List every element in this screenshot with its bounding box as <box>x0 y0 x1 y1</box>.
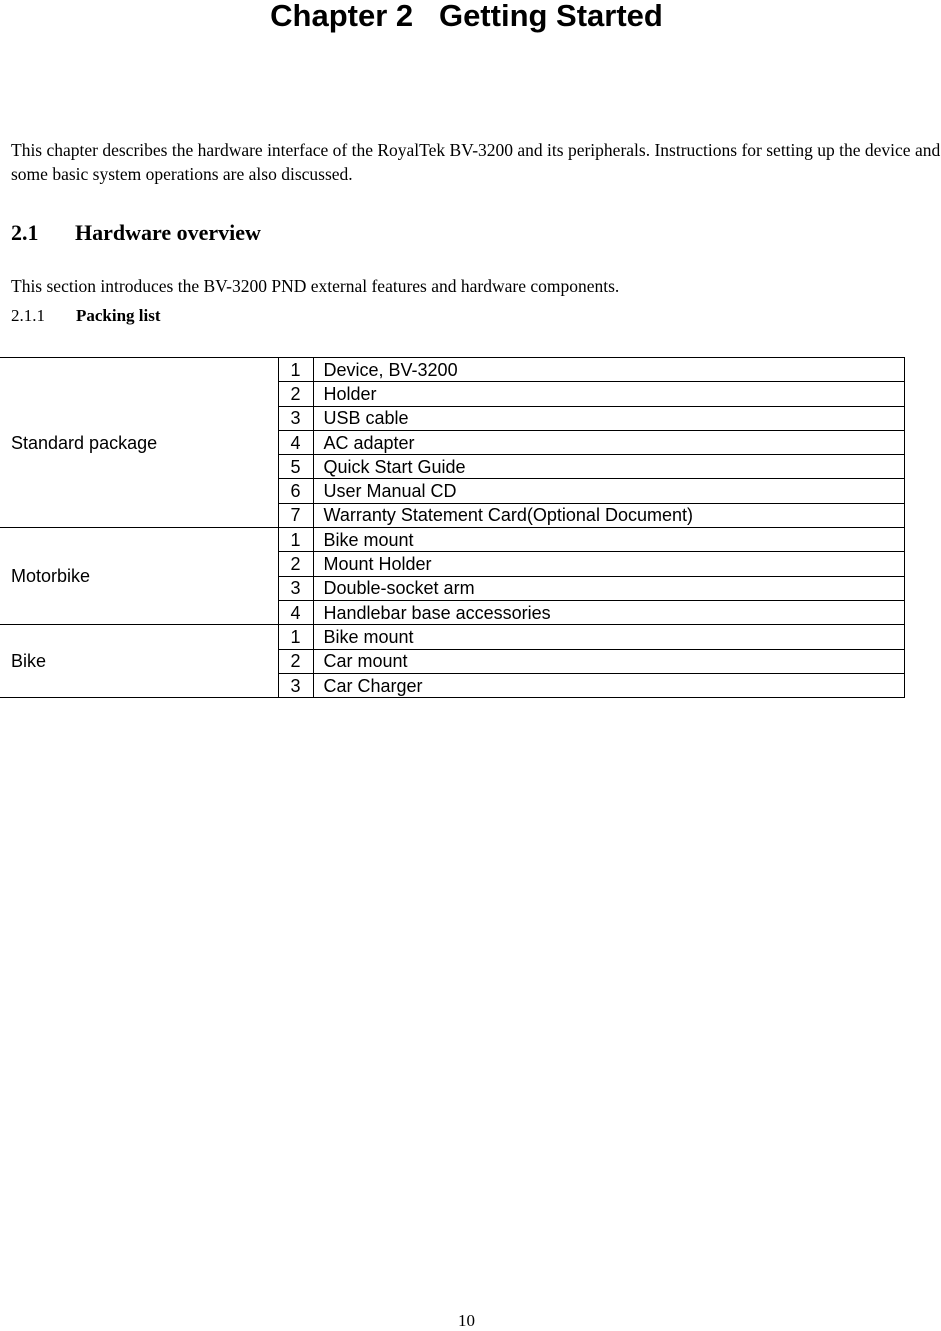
item-name: User Manual CD <box>313 479 904 503</box>
subsection-number: 2.1.1 <box>11 306 45 325</box>
item-index: 3 <box>278 406 313 430</box>
item-index: 3 <box>278 576 313 600</box>
subsection-heading <box>11 304 161 328</box>
item-index: 1 <box>278 528 313 552</box>
table-row <box>0 528 904 552</box>
item-index: 4 <box>278 430 313 454</box>
item-name: Bike mount <box>313 625 904 649</box>
item-name: Handlebar base accessories <box>313 600 904 624</box>
item-name: Double-socket arm <box>313 576 904 600</box>
subsection-title: Packing list <box>76 306 161 325</box>
item-index: 3 <box>278 673 313 697</box>
item-name: Device, BV-3200 <box>313 358 904 382</box>
section-title: Hardware overview <box>75 220 261 245</box>
section-number: 2.1 <box>11 220 39 245</box>
item-index: 2 <box>278 382 313 406</box>
item-name: Car mount <box>313 649 904 673</box>
item-name: Car Charger <box>313 673 904 697</box>
item-index: 1 <box>278 358 313 382</box>
group-label-bike: Bike <box>0 625 278 698</box>
item-name: Mount Holder <box>313 552 904 576</box>
section-heading <box>11 219 261 247</box>
chapter-title-text: Getting Started <box>438 0 663 33</box>
item-name: Bike mount <box>313 528 904 552</box>
table-row <box>0 358 904 382</box>
item-name: Quick Start Guide <box>313 455 904 479</box>
item-index: 6 <box>278 479 313 503</box>
item-name: Warranty Statement Card(Optional Document) <box>313 503 904 527</box>
item-index: 4 <box>278 600 313 624</box>
packing-list-table <box>0 357 905 698</box>
page-number: 10 <box>458 1311 475 1330</box>
group-label-motorbike: Motorbike <box>0 528 278 625</box>
group-label-standard-package: Standard package <box>0 358 278 528</box>
item-index: 2 <box>278 649 313 673</box>
item-index: 2 <box>278 552 313 576</box>
table-row <box>0 625 904 649</box>
chapter-number: Chapter 2 <box>270 0 414 33</box>
section-intro: This section introduces the BV-3200 PND external features and hardware components. <box>11 276 620 296</box>
item-name: USB cable <box>313 406 904 430</box>
item-name: AC adapter <box>313 430 904 454</box>
item-index: 5 <box>278 455 313 479</box>
chapter-title <box>0 0 933 34</box>
item-index: 1 <box>278 625 313 649</box>
item-name: Holder <box>313 382 904 406</box>
item-index: 7 <box>278 503 313 527</box>
intro-paragraph: This chapter describes the hardware interface of the RoyalTek BV-3200 and its peripherals. Instructions for setting up the device and some basic system operations are also discussed. <box>11 140 941 184</box>
chapter-title-gap <box>413 0 439 33</box>
